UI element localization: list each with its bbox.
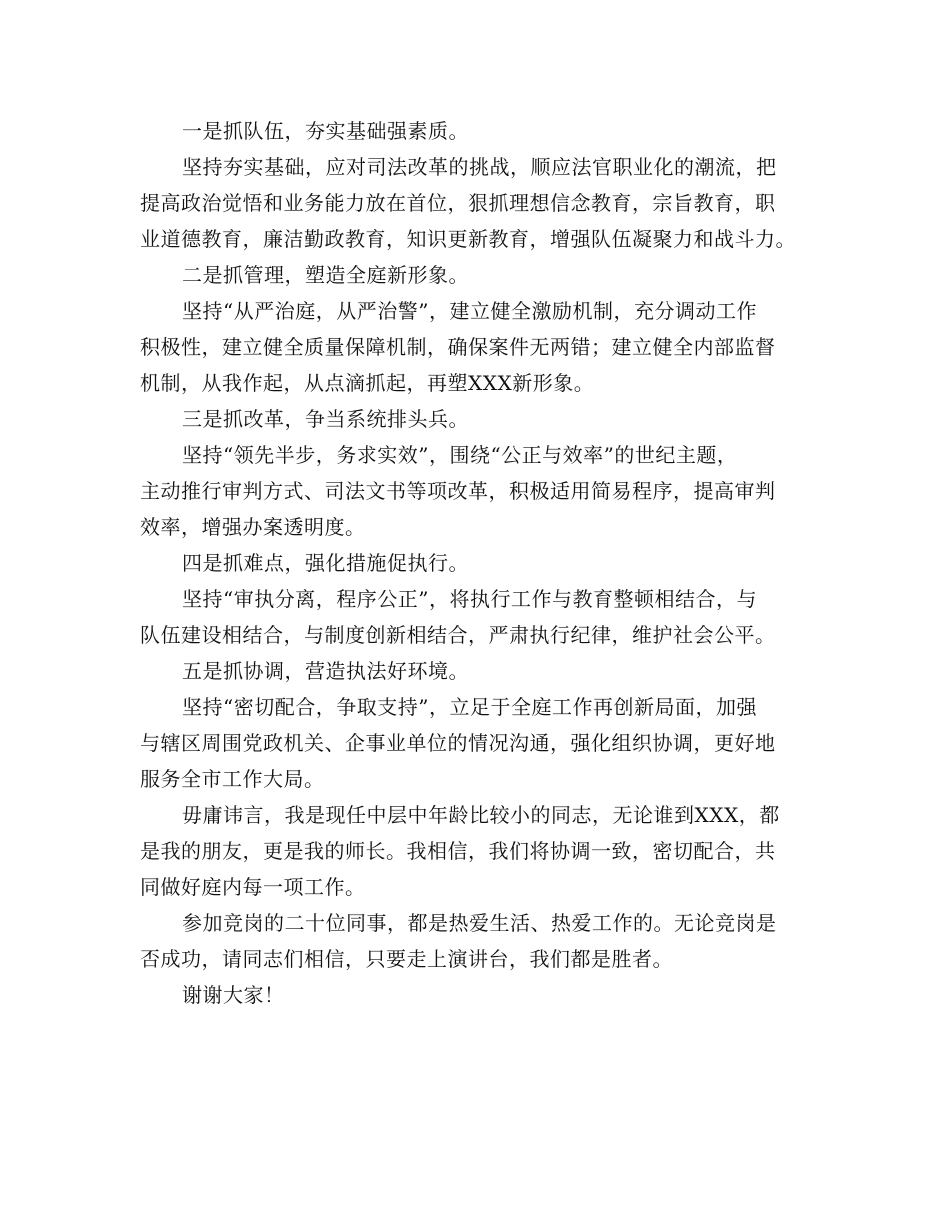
paragraph-line: 坚持夯实基础，应对司法改革的挑战，顺应法官职业化的潮流，把 — [182, 155, 777, 179]
closing-thanks: 谢谢大家！ — [182, 983, 285, 1007]
document-body — [140, 113, 820, 1013]
section-heading-team: 一是抓队伍，夯实基础强素质。 — [182, 119, 469, 143]
section-heading-enforcement: 四是抓难点，强化措施促执行。 — [182, 551, 469, 575]
section-heading-management: 二是抓管理，塑造全庭新形象。 — [182, 263, 469, 287]
paragraph-line: 服务全市工作大局。 — [140, 767, 325, 791]
paragraph-line: 坚持“领先半步，务求实效”，围绕“公正与效率”的世纪主题， — [182, 443, 738, 467]
paragraph-line: 是我的朋友，更是我的师长。我相信，我们将协调一致，密切配合，共 — [140, 839, 776, 863]
paragraph-line: 队伍建设相结合，与制度创新相结合，严肃执行纪律，维护社会公平。 — [140, 623, 776, 647]
section-heading-coordination: 五是抓协调，营造执法好环境。 — [182, 659, 469, 683]
paragraph-line: 坚持“从严治庭，从严治警”，建立健全激励机制，充分调动工作 — [182, 299, 757, 323]
paragraph-line: 与辖区周围党政机关、企事业单位的情况沟通，强化组织协调，更好地 — [140, 731, 776, 755]
paragraph-line: 坚持“密切配合，争取支持”，立足于全庭工作再创新局面，加强 — [182, 695, 757, 719]
paragraph-line: 机制，从我作起，从点滴抓起，再塑XXX新形象。 — [140, 371, 595, 395]
paragraph-line: 否成功，请同志们相信，只要走上演讲台，我们都是胜者。 — [140, 947, 673, 971]
paragraph-line: 坚持“审执分离，程序公正”，将执行工作与教育整顿相结合，与 — [182, 587, 757, 611]
paragraph-line: 积极性，建立健全质量保障机制，确保案件无两错；建立健全内部监督 — [140, 335, 776, 359]
paragraph-line: 业道德教育，廉洁勤政教育，知识更新教育，增强队伍凝聚力和战斗力。 — [140, 227, 796, 251]
section-heading-reform: 三是抓改革，争当系统排头兵。 — [182, 407, 469, 431]
paragraph-line: 毋庸讳言，我是现任中层中年龄比较小的同志，无论谁到XXX，都 — [182, 803, 780, 827]
paragraph-line: 提高政治觉悟和业务能力放在首位，狠抓理想信念教育，宗旨教育，职 — [140, 191, 776, 215]
paragraph-line: 同做好庭内每一项工作。 — [140, 875, 366, 899]
paragraph-line: 效率，增强办案透明度。 — [140, 515, 366, 539]
paragraph-line: 参加竞岗的二十位同事，都是热爱生活、热爱工作的。无论竞岗是 — [182, 911, 777, 935]
paragraph-line: 主动推行审判方式、司法文书等项改革，积极适用简易程序，提高审判 — [140, 479, 776, 503]
